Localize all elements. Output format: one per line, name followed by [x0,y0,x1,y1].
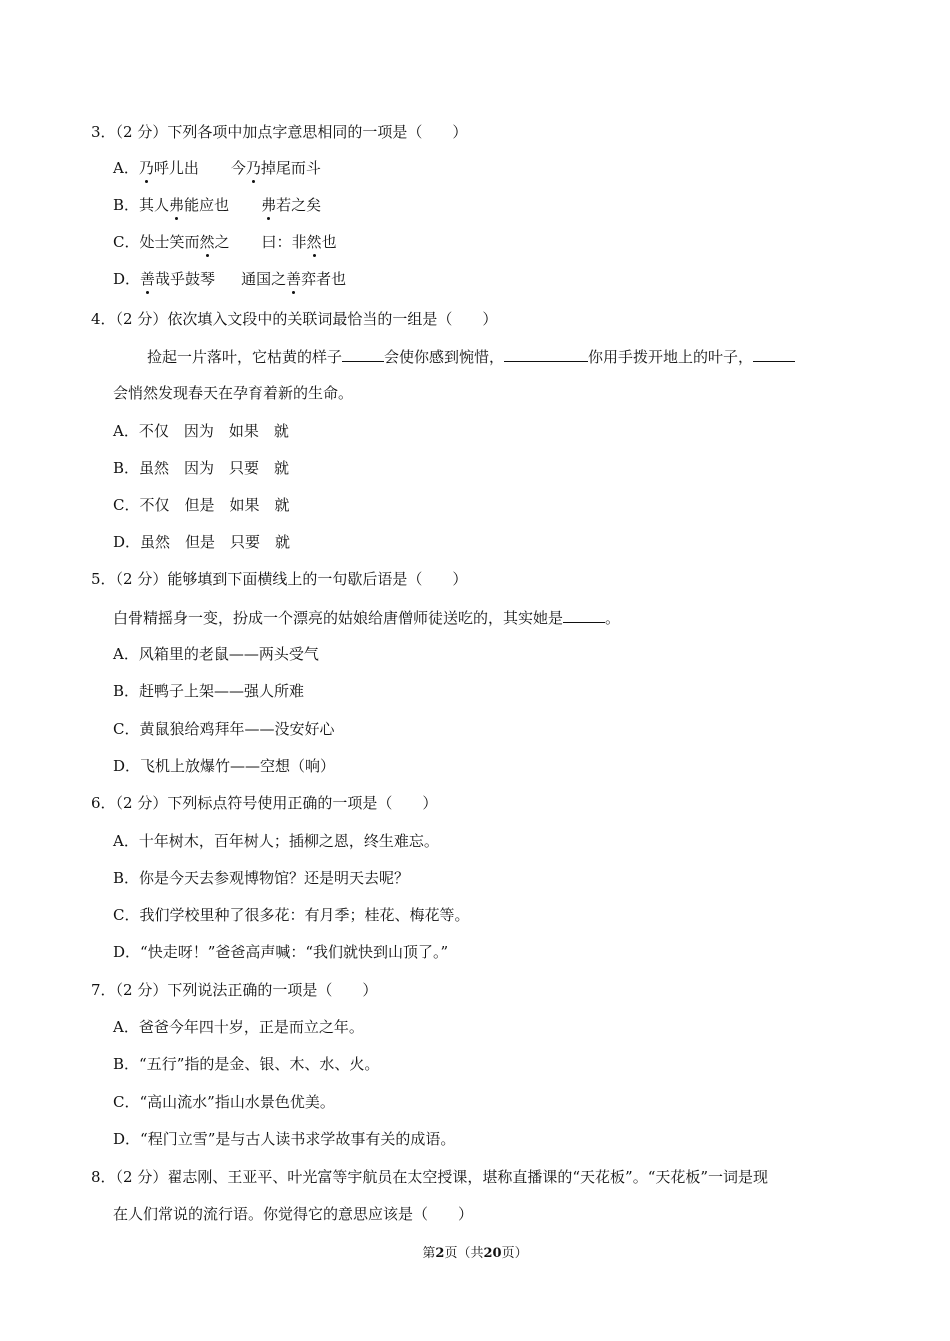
question-8-stem-line2: 在人们常说的流行语。你觉得它的意思应该是（ ） [113,1205,474,1223]
question-4-passage-line2: 会悄然发现春天在孕育着新的生命。 [113,384,354,402]
fill-blank [342,346,384,362]
dotted-char: 乃 [245,159,261,177]
dotted-char: 善 [286,270,302,288]
fill-blank [563,607,605,623]
dotted-char: 乃 [138,159,154,177]
option-label: B． [113,196,140,214]
question-5-option-d: D．飞机上放爆竹——空想（响） [113,757,336,775]
page-footer: 第2页（共20页） [422,1246,528,1261]
fill-blank [753,346,795,362]
question-5-option-b: B．赶鸭子上架——强人所难 [113,682,305,700]
question-7-stem: 7．（2 分）下列说法正确的一项是（ ） [91,981,378,999]
question-6-option-c: C．我们学校里种了很多花：有月季；桂花、梅花等。 [113,906,470,924]
dotted-char: 弗 [261,196,277,214]
question-7-option-c: C．“高山流水”指山水景色优美。 [113,1093,335,1111]
question-4-option-a: A．不仅 因为 如果 就 [113,422,289,440]
question-6-option-d: D．“快走呀！”爸爸高声喊：“我们就快到山顶了。” [113,943,449,961]
fill-blank [504,346,588,362]
question-6-option-a: A．十年树木，百年树人；插柳之恩，终生难忘。 [113,832,439,850]
question-4-option-b: B．虽然 因为 只要 就 [113,459,290,477]
option-label: A． [113,159,139,177]
question-4-stem: 4．（2 分）依次填入文段中的关联词最恰当的一组是（ ） [91,310,498,328]
dotted-char: 善 [140,270,156,288]
question-7-option-b: B．“五行”指的是金、银、木、水、火。 [113,1055,380,1073]
page-total: 20 [483,1246,502,1261]
dotted-char: 然 [199,233,215,251]
question-8-stem-line1: 8．（2 分）翟志刚、王亚平、叶光富等宇航员在太空授课，堪称直播课的“天花板”。“天花板”一词是现 [91,1168,769,1186]
question-5-option-c: C．黄鼠狼给鸡拜年——没安好心 [113,720,335,738]
question-7-option-a: A．爸爸今年四十岁，正是而立之年。 [113,1018,364,1036]
question-4-option-d: D．虽然 但是 只要 就 [113,533,291,551]
page-number: 2 [435,1246,445,1261]
question-4-option-c: C．不仅 但是 如果 就 [113,496,290,514]
dotted-char: 然 [306,233,322,251]
question-5-stem: 5．（2 分）能够填到下面横线上的一句歇后语是（ ） [91,570,468,588]
question-3-option-b: B．其人弗能应也 弗若之矣 [113,196,322,214]
question-6-option-b: B．你是今天去参观博物馆？还是明天去呢？ [113,869,410,887]
question-3-option-c: C．处士笑而然之 曰：非然也 [113,233,337,251]
question-3-option-d: D．善哉乎鼓琴 通国之善弈者也 [113,270,347,288]
question-5-option-a: A．风箱里的老鼠——两头受气 [113,645,319,663]
question-3-stem: 3．（2 分）下列各项中加点字意思相同的一项是（ ） [91,123,468,141]
dotted-char: 弗 [169,196,185,214]
question-7-option-d: D．“程门立雪”是与古人读书求学故事有关的成语。 [113,1130,456,1148]
question-5-passage: 白骨精摇身一变，扮成一个漂亮的姑娘给唐僧师徒送吃的，其实她是 。 [113,609,621,627]
option-label: C． [113,233,140,251]
option-label: D． [113,270,141,288]
question-6-stem: 6．（2 分）下列标点符号使用正确的一项是（ ） [91,794,438,812]
question-4-passage-line1: 捡起一片落叶，它枯黄的样子 会使你感到惋惜， 你用手拨开地上的叶子， [147,346,795,367]
question-3-option-a: A．乃呼儿出 今乃掉尾而斗 [113,159,321,177]
